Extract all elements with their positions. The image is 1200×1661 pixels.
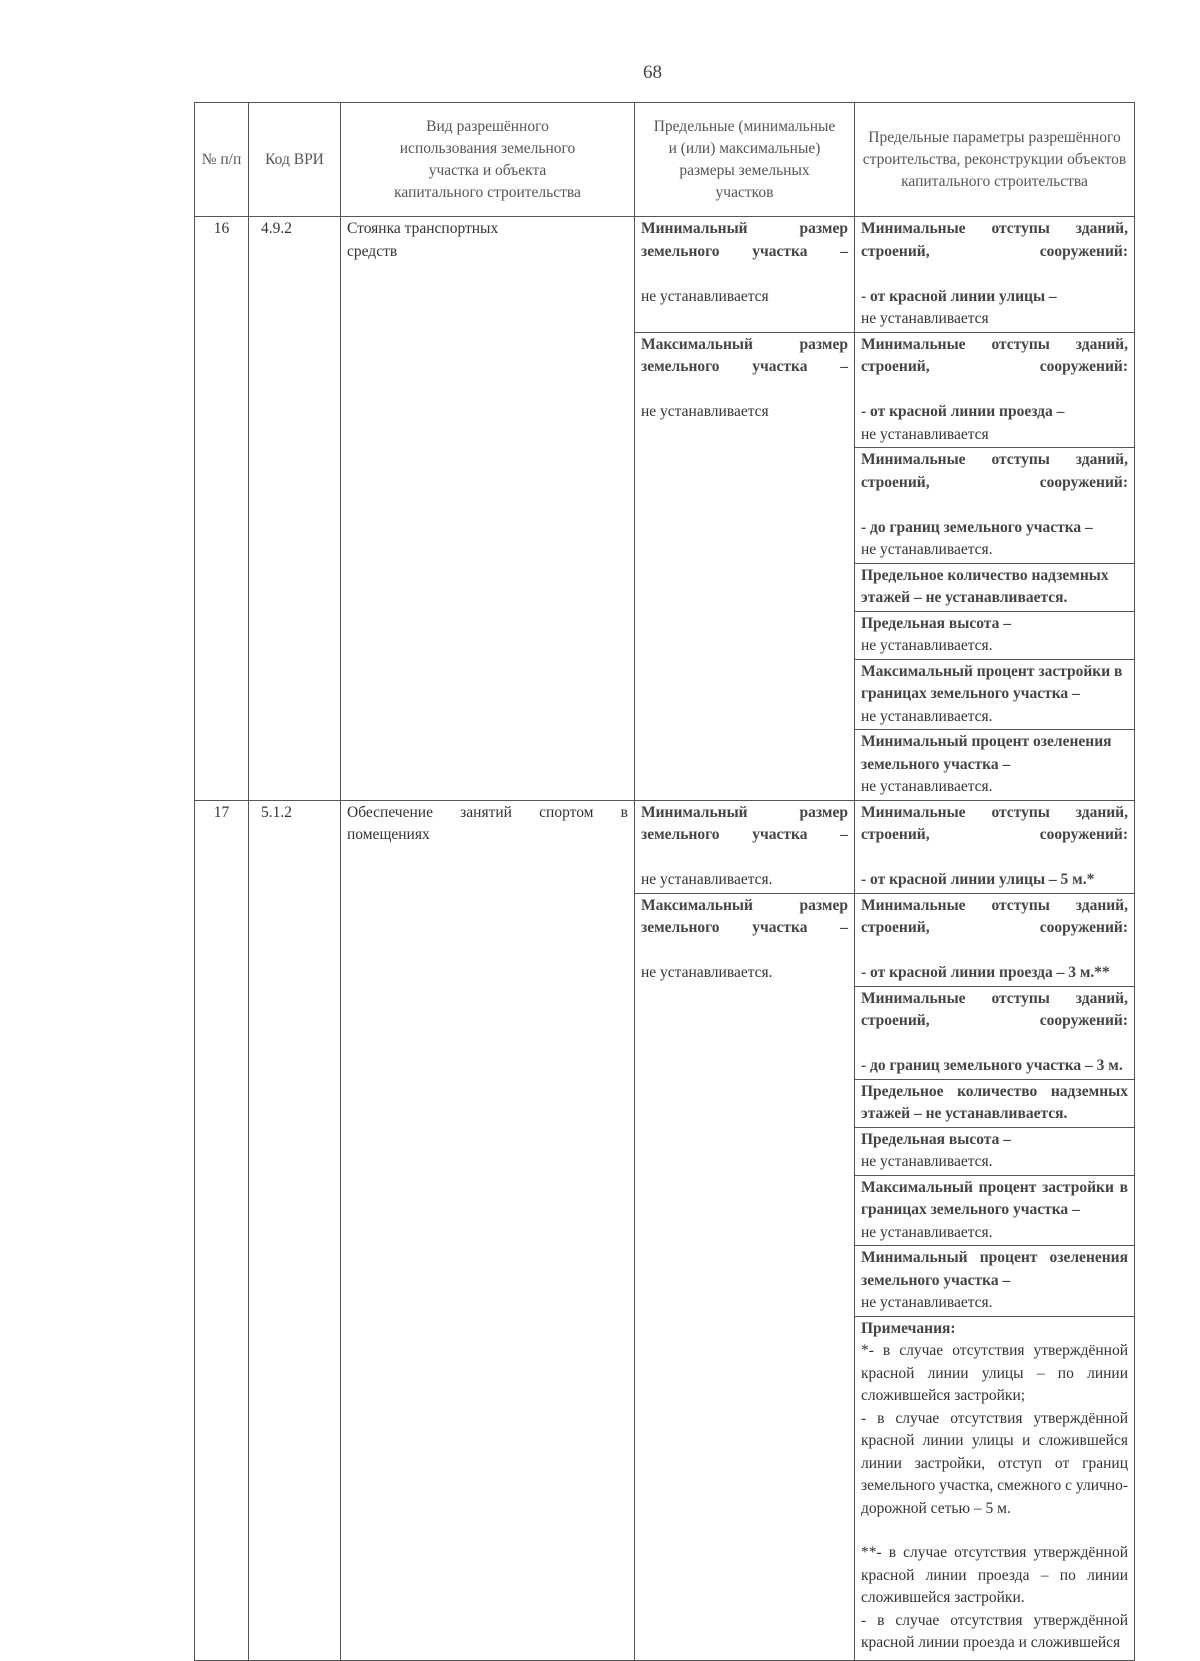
- param-title: Предельная высота –: [861, 1130, 1011, 1148]
- use-name-text: Стоянка транспортных средств: [347, 220, 499, 260]
- table-row: [195, 800, 1135, 893]
- size-title: Максимальный размер земельного участка –: [641, 896, 848, 936]
- row-number: 17: [195, 800, 249, 1660]
- param-cell: [855, 217, 1135, 333]
- param-cell: [855, 563, 1135, 611]
- param-cell: [855, 611, 1135, 659]
- param-value: не устанавливается.: [861, 1223, 993, 1241]
- param-value: не устанавливается.: [861, 541, 993, 558]
- param-title: Максимальный процент застройки в границах земельного участка –: [861, 1178, 1128, 1218]
- plot-size-max: [635, 893, 855, 1660]
- table-header-row: [195, 103, 1135, 217]
- param-sub: - до границ земельного участка – 3 м.: [861, 1057, 1123, 1074]
- header-code: Код ВРИ: [249, 103, 341, 217]
- param-title: Минимальные отступы зданий, строений, сооружений:: [861, 803, 1128, 843]
- param-value: не устанавливается.: [861, 1294, 993, 1311]
- land-use-table: [194, 102, 1135, 1661]
- size-title: Максимальный размер земельного участка –: [641, 335, 848, 375]
- size-value: не устанавливается.: [641, 871, 773, 888]
- param-cell: [855, 986, 1135, 1079]
- page-number: 68: [643, 62, 662, 83]
- param-title: Предельное количество надземных этажей – не устанавливается.: [861, 566, 1109, 606]
- param-value: не устанавливается.: [861, 707, 993, 725]
- plot-size-max: [635, 332, 855, 800]
- param-value: не устанавливается.: [861, 637, 993, 654]
- param-cell: [855, 730, 1135, 801]
- param-title: Максимальный процент застройки в границах земельного участка –: [861, 662, 1123, 702]
- param-sub: - от красной линии улицы – 5 м.*: [861, 871, 1095, 888]
- use-name-text: Обеспечение занятий спортом в помещениях: [347, 803, 628, 843]
- param-cell: [855, 1127, 1135, 1175]
- param-sub: - от красной линии проезда –: [861, 403, 1065, 420]
- header-plot-sizes: Предельные (минимальные и (или) максимальные) размеры земельных участков: [635, 103, 855, 217]
- note-paragraph: - в случае отсутствия утверждённой красной линии улицы и сложившейся линии застройки, отступ от границ земельного участка, смежного с улично-дорожной сетью – 5 м.: [861, 1409, 1128, 1517]
- table-row: [195, 217, 1135, 333]
- param-title: Минимальные отступы зданий, строений, сооружений:: [861, 896, 1128, 936]
- note-paragraph: *- в случае отсутствия утверждённой красной линии улицы – по линии сложившейся застройки;: [861, 1342, 1128, 1404]
- param-value: не устанавливается: [861, 310, 989, 327]
- note-paragraph: **- в случае отсутствия утверждённой красной линии проезда – по линии сложившейся застройки.: [861, 1544, 1128, 1606]
- header-construction-params: Предельные параметры разрешённого строительства, реконструкции объектов капитального строительства: [855, 103, 1135, 217]
- param-sub: - до границ земельного участка –: [861, 518, 1093, 536]
- param-cell: [855, 1079, 1135, 1127]
- plot-size-min: [635, 217, 855, 333]
- param-cell: [855, 332, 1135, 448]
- param-sub: - от красной линии проезда – 3 м.**: [861, 964, 1110, 981]
- param-cell: [855, 893, 1135, 986]
- param-cell: [855, 659, 1135, 730]
- param-title: Предельное количество надземных этажей – не устанавливается.: [861, 1082, 1128, 1122]
- header-number: № п/п: [195, 103, 249, 217]
- param-cell: [855, 1175, 1135, 1246]
- size-title: Минимальный размер земельного участка –: [641, 220, 848, 260]
- param-title: Минимальные отступы зданий, строений, сооружений:: [861, 451, 1128, 491]
- param-title: Минимальные отступы зданий, строений, сооружений:: [861, 989, 1128, 1029]
- row-code: 4.9.2: [249, 217, 341, 801]
- param-cell: [855, 448, 1135, 564]
- size-value: не устанавливается.: [641, 964, 773, 981]
- note-paragraph: - в случае отсутствия утверждённой красной линии проезда и сложившейся: [861, 1611, 1128, 1651]
- notes-title: Примечания:: [861, 1319, 956, 1337]
- header-use-type: Вид разрешённого использования земельного участка и объекта капитального строительства: [341, 103, 635, 217]
- param-title: Минимальные отступы зданий, строений, сооружений:: [861, 220, 1128, 260]
- param-title: Минимальный процент озеленения земельного участка –: [861, 733, 1112, 773]
- param-title: Минимальные отступы зданий, строений, сооружений:: [861, 335, 1128, 375]
- param-title: Минимальный процент озеленения земельного участка –: [861, 1249, 1128, 1289]
- row-use-name: [341, 800, 635, 1660]
- param-cell: [855, 800, 1135, 893]
- param-value: не устанавливается.: [861, 1153, 993, 1170]
- size-value: не устанавливается: [641, 287, 769, 305]
- param-value: не устанавливается: [861, 425, 989, 443]
- size-value: не устанавливается: [641, 403, 769, 420]
- row-use-name: [341, 217, 635, 801]
- row-code: 5.1.2: [249, 800, 341, 1660]
- param-title: Предельная высота –: [861, 614, 1011, 632]
- param-value: не устанавливается.: [861, 778, 993, 795]
- notes-cell: [855, 1316, 1135, 1660]
- plot-size-min: [635, 800, 855, 893]
- size-title: Минимальный размер земельного участка –: [641, 803, 848, 843]
- param-sub: - от красной линии улицы –: [861, 287, 1057, 305]
- row-number: 16: [195, 217, 249, 801]
- param-cell: [855, 1246, 1135, 1317]
